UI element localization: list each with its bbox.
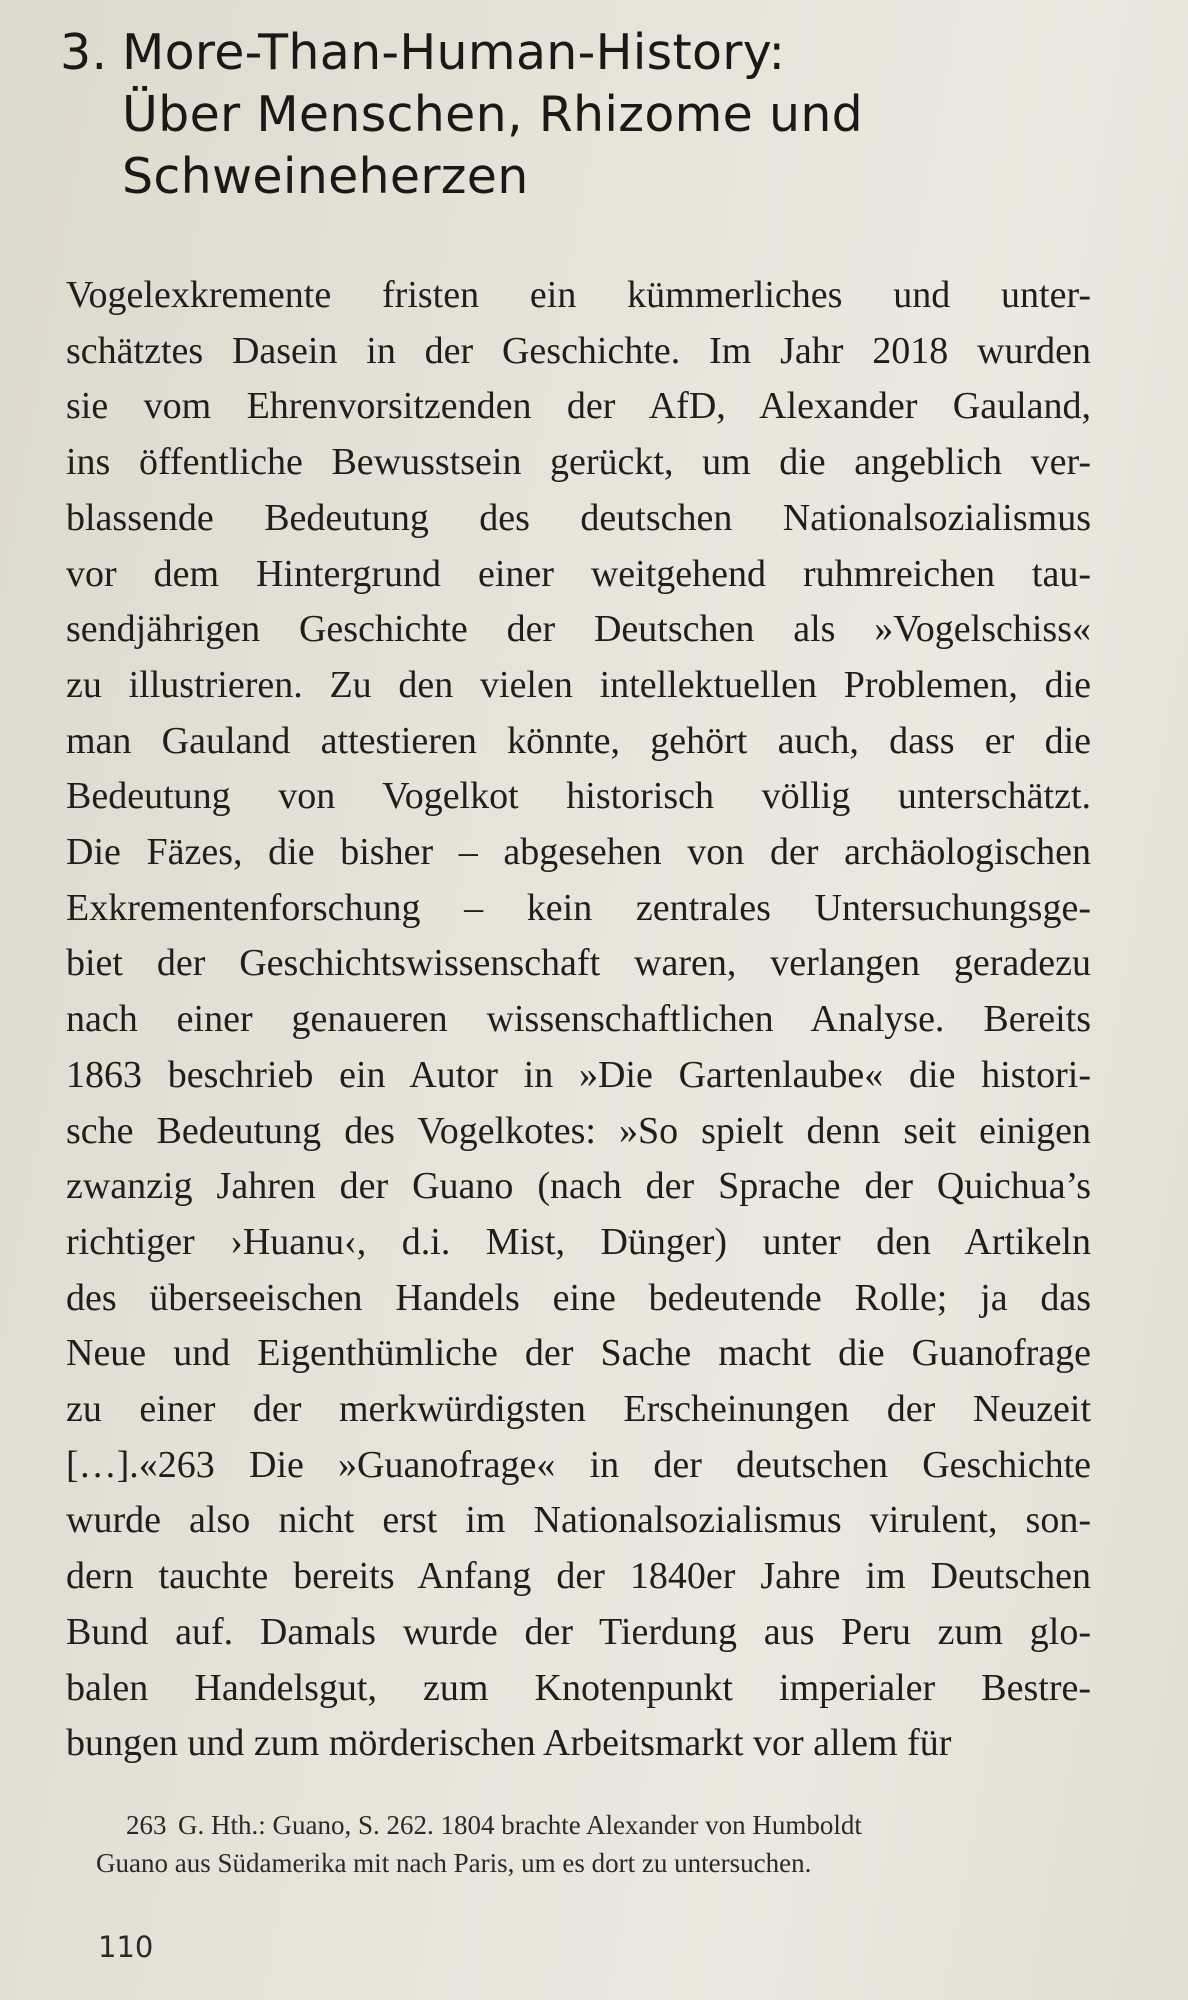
body-line: sendjährigen Geschichte der Deutschen als »Vogelschiss« bbox=[66, 608, 1091, 651]
page-number: 110 bbox=[98, 1930, 154, 1964]
footnote bbox=[96, 1806, 1056, 1882]
body-line: Bund auf. Damals wurde der Tierdung aus Peru zum glo- bbox=[66, 1610, 1091, 1653]
chapter-heading bbox=[60, 22, 1100, 208]
chapter-title-line-2: Über Menschen, Rhizome und bbox=[122, 86, 864, 143]
footnote-text-2: Guano aus Südamerika mit nach Paris, um es dort zu untersuchen. bbox=[96, 1848, 812, 1878]
body-line: zu illustrieren. Zu den vielen intellektuellen Problemen, die bbox=[66, 663, 1091, 706]
body-line: 1863 beschrieb ein Autor in »Die Gartenlaube« die histori- bbox=[66, 1053, 1091, 1096]
body-line: […].«263 Die »Guanofrage« in der deutschen Geschichte bbox=[66, 1443, 1091, 1486]
body-line: zwanzig Jahren der Guano (nach der Sprache der Quichua’s bbox=[66, 1165, 1091, 1208]
body-line: Neue und Eigenthümliche der Sache macht die Guanofrage bbox=[66, 1332, 1091, 1375]
chapter-number: 3. bbox=[60, 24, 108, 81]
body-line: Vogelexkremente fristen ein kümmerliches und unter- bbox=[66, 274, 1091, 316]
chapter-title-line-3: Schweineherzen bbox=[122, 148, 529, 205]
body-line: Bedeutung von Vogelkot historisch völlig unterschätzt. bbox=[66, 775, 1091, 818]
body-line: man Gauland attestieren könnte, gehört auch, dass er die bbox=[66, 719, 1091, 762]
body-line: sche Bedeutung des Vogelkotes: »So spielt denn seit einigen bbox=[66, 1109, 1091, 1152]
footnote-number: 263 bbox=[126, 1810, 167, 1840]
body-line: blassende Bedeutung des deutschen Nationalsozialismus bbox=[66, 496, 1091, 539]
body-line: sie vom Ehrenvorsitzenden der AfD, Alexander Gauland, bbox=[66, 385, 1091, 428]
chapter-heading-line-1 bbox=[60, 22, 1100, 84]
body-line: richtiger ›Huanu‹, d.i. Mist, Dünger) unter den Artikeln bbox=[66, 1220, 1091, 1263]
chapter-title-line-1: More-Than-Human-History: bbox=[122, 24, 786, 81]
body-line: ins öffentliche Bewusstsein gerückt, um die angeblich ver- bbox=[66, 441, 1091, 484]
body-line: Exkrementenforschung – kein zentrales Untersuchungsge- bbox=[66, 886, 1091, 929]
body-line: des überseeischen Handels eine bedeutende Rolle; ja das bbox=[66, 1276, 1091, 1319]
body-paragraph bbox=[66, 268, 1091, 1772]
body-line: Die Fäzes, die bisher – abgesehen von der archäologischen bbox=[66, 831, 1091, 874]
body-line: vor dem Hintergrund einer weitgehend ruhmreichen tau- bbox=[66, 552, 1091, 595]
body-line: balen Handelsgut, zum Knotenpunkt imperialer Bestre- bbox=[66, 1666, 1091, 1709]
body-line: bungen und zum mörderischen Arbeitsmarkt vor allem für bbox=[66, 1722, 952, 1765]
body-line: nach einer genaueren wissenschaftlichen Analyse. Bereits bbox=[66, 998, 1091, 1041]
body-line: zu einer der merkwürdigsten Erscheinungen der Neuzeit bbox=[66, 1388, 1091, 1431]
footnote-text-1: G. Hth.: Guano, S. 262. 1804 brachte Alexander von Humboldt bbox=[178, 1810, 862, 1840]
body-line: schätztes Dasein in der Geschichte. Im Jahr 2018 wurden bbox=[66, 329, 1091, 372]
body-line: wurde also nicht erst im Nationalsozialismus virulent, son- bbox=[66, 1499, 1091, 1542]
body-line: biet der Geschichtswissenschaft waren, verlangen geradezu bbox=[66, 942, 1091, 985]
footnote-line-1 bbox=[96, 1806, 1056, 1844]
body-line: dern tauchte bereits Anfang der 1840er Jahre im Deutschen bbox=[66, 1555, 1091, 1598]
